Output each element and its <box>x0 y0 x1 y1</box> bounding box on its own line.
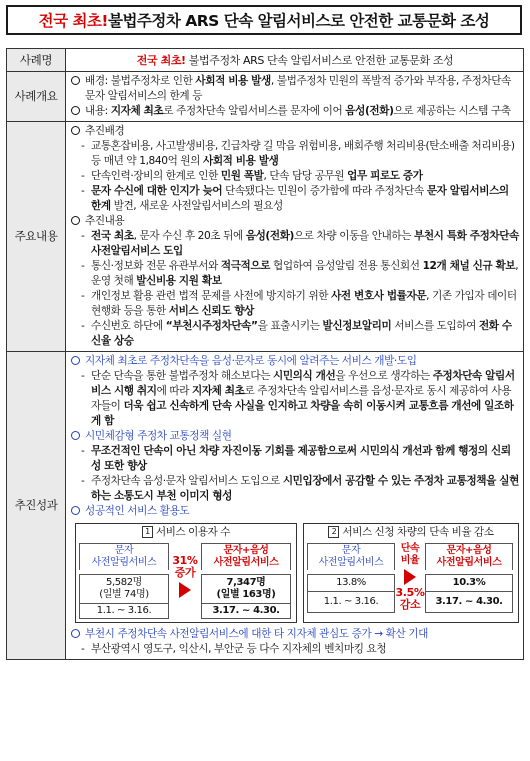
heading-text: 추진배경 <box>85 125 125 137</box>
circle-bullet-icon <box>71 356 80 365</box>
overview-cell <box>66 72 524 122</box>
item-bold: 적극적으로 <box>220 260 271 272</box>
after-column <box>201 543 291 619</box>
before-period: 1.1. ~ 3.16. <box>307 592 395 613</box>
title-highlight: 전국 최초! <box>38 12 108 30</box>
list-item: - 개인정보 활용 관련 법적 문제를 사전에 방지하기 위한 사전 변호사 법률자문, 기존 가입자 데이터 현행화 등을 통한 서비스 신뢰도 향상 <box>81 290 517 317</box>
results-heading-2 <box>71 429 519 444</box>
item-bold: 서비스 신뢰도 향상 <box>168 305 254 317</box>
item-text: 협업하여 음성알림 전용 통신회선 <box>270 260 423 272</box>
item-bold: 전국 최초 <box>91 230 134 242</box>
item-bold: 지자체 최초 <box>192 385 245 397</box>
overview-bold: 음성(전화) <box>345 105 394 117</box>
after-period: 3.17. ~ 4.30. <box>201 604 291 619</box>
case-table <box>6 48 524 660</box>
case-name-cell <box>66 49 524 72</box>
item-text: , 문자 수신 후 20초 뒤에 <box>133 230 246 242</box>
after-period: 3.17. ~ 4.30. <box>425 592 513 613</box>
overview-item-background <box>71 74 519 104</box>
item-text: 수신번호 하단에 <box>91 320 166 332</box>
overview-bold: 사회적 비용 발생 <box>195 75 271 87</box>
circle-bullet-icon <box>71 431 80 440</box>
item-bold: 전화 수신율 상승 <box>91 320 512 347</box>
item-bold: 사전 변호사 법률자문 <box>331 290 427 302</box>
after-column <box>425 543 513 613</box>
heading-text: 추진내용 <box>85 215 125 227</box>
item-text: , 운영 첫해 <box>91 260 519 287</box>
overview-bold: 지자체 최초 <box>110 105 164 117</box>
stats-panels <box>75 523 519 623</box>
circle-bullet-icon <box>71 76 80 85</box>
item-bold: 부천시 특화 주정차단속 사전알림서비스 도입 <box>91 230 519 257</box>
item-bold: 주정차단속 알림서비스 시행 취지 <box>91 370 515 397</box>
item-text: 서비스를 도입하여 <box>391 320 479 332</box>
change-percent: 3.5% 감소 <box>395 586 425 611</box>
circle-bullet-icon <box>71 216 80 225</box>
list-item: - 교통혼잡비용, 사고발생비용, 긴급차량 길 막음 위험비용, 배회주행 처리비용(탄소배출 처리비용) 등 매년 약 1,840억 원의 사회적 비용 발생 <box>81 140 515 167</box>
item-bold: 사회적 비용 발생 <box>203 155 279 167</box>
item-text: , 기존 가입자 데이터 현행화 등을 통한 <box>91 290 517 317</box>
panel-title <box>307 525 515 540</box>
item-text: 에 따라 <box>156 385 193 397</box>
row-results <box>7 352 524 660</box>
item-bold: 발신정보알리미 <box>322 320 392 332</box>
list-item: - 전국 최초, 문자 수신 후 20초 뒤에 음성(전화)으로 차량 이동을 안내하는 부천시 특화 주정차단속 사전알림서비스 도입 <box>81 230 519 257</box>
overview-text: 으로 제공하는 시스템 구축 <box>393 105 511 117</box>
item-bold: 시민의식 개선 <box>273 370 336 382</box>
item-bold: 시민입장에서 공감할 수 있는 주정차 교통정책을 실현하는 소통도시 부천 이미지 형성 <box>91 475 519 502</box>
list-item: - 통신·정보화 전문 유관부서와 적극적으로 협업하여 음성알림 전용 통신회선 12개 채널 신규 확보, 운영 첫해 발신비용 지원 확보 <box>81 260 519 287</box>
change-percent: 31% 증가 <box>172 554 198 579</box>
item-text: 통신·정보화 전문 유관부서와 <box>91 260 221 272</box>
item-text: 개인정보 활용 관련 법적 문제를 사전에 방지하기 위한 <box>91 290 332 302</box>
after-value: 7,347명 (일별 163명) <box>201 574 291 604</box>
list-item: - 무조건적인 단속이 아닌 차량 자진이동 기회를 제공함으로써 시민의식 개선과 함께 행정의 신뢰성 또한 향상 <box>81 445 511 472</box>
item-text: 로 주정차단속 알림서비스를 음성·문자로 동시 제공하여 사용자들이 <box>91 385 512 412</box>
overview-text: , 불법주정차 민원의 폭발적 증가와 부작용, 주정차단속 문자 알림서비스의 한계 등 <box>85 75 511 102</box>
item-bold: “부천시주정차단속” <box>165 320 258 332</box>
item-text: 발견, 새로운 사전알림서비스의 필요성 <box>110 200 283 212</box>
panel-title <box>79 525 293 540</box>
list-item: - 단속인력·장비의 한계로 인한 민원 폭발, 단속 담당 공무원 업무 피로도 증가 <box>81 170 423 182</box>
results-heading-1 <box>71 354 519 369</box>
circle-bullet-icon <box>71 106 80 115</box>
case-name-text: 불법주정차 ARS 단속 알림서비스로 안전한 교통문화 조성 <box>185 53 454 67</box>
label-overview: 사례개요 <box>7 72 66 122</box>
heading-text: 시민체감형 주정차 교통정책 실현 <box>85 430 232 442</box>
label-main-content: 주요내용 <box>7 122 66 352</box>
heading-text: 부천시 주정차단속 사전알림서비스에 대한 타 지자체 관심도 증가 → 확산 기대 <box>85 628 428 640</box>
results-cell <box>66 352 524 660</box>
circle-bullet-icon <box>71 126 80 135</box>
item-text: 을 우선으로 생각하는 <box>335 370 433 382</box>
after-header: 문자+음성 사전알림서비스 <box>425 543 513 570</box>
before-header: 문자 사전알림서비스 <box>79 543 169 570</box>
item-text: 주정차단속 음성·문자 알림서비스 도입으로 <box>91 475 283 487</box>
list-item: - 단순 단속을 통한 불법주정차 해소보다는 시민의식 개선을 우선으로 생각하는 주정차단속 알림서비스 시행 취지에 따라 지자체 최초로 주정차단속 알림서비스를 음성·문자로 동시 제공하여 사용자들이 더욱 쉽고 신속하게 단속 사실을 인지하고 차량을 속히 이동시켜 교통흐름 개선에 일조하게 함 <box>81 370 515 427</box>
item-bold: 문자 알림서비스의 한계 <box>91 185 509 212</box>
overview-text: 로 주정차단속 알림서비스를 문자에 이어 <box>163 105 346 117</box>
item-bold: 민원 폭발 <box>220 170 264 182</box>
section-heading <box>71 214 519 229</box>
row-case-name <box>7 49 524 72</box>
label-results: 추진성과 <box>7 352 66 660</box>
panel-row <box>79 543 293 619</box>
item-bold: 음성(전화) <box>245 230 294 242</box>
before-value: 13.8% <box>307 574 395 592</box>
item-bold: 업무 피로도 증가 <box>347 170 423 182</box>
before-column <box>79 543 169 619</box>
row-main-content <box>7 122 524 352</box>
arrow-right-icon <box>404 569 416 585</box>
before-header: 문자 사전알림서비스 <box>307 543 395 570</box>
item-text: 을 표출시키는 <box>257 320 323 332</box>
change-label: 단속 비율 <box>400 543 420 566</box>
heading-text: 지자체 최초로 주정차단속을 음성·문자로 동시에 알려주는 서비스 개발·도입 <box>85 355 417 367</box>
section-heading <box>71 124 519 139</box>
label-case-name: 사례명 <box>7 49 66 72</box>
item-bold: 더욱 쉽고 신속하게 단속 사실을 인지하고 차량을 속히 이동시켜 교통흐름 개선에 일조하게 함 <box>91 400 514 427</box>
title-text: 불법주정차 ARS 단속 알림서비스로 안전한 교통문화 조성 <box>107 12 490 30</box>
overview-text: 배경: 불법주정차로 인한 <box>85 75 196 87</box>
panel-title-text: 서비스 이용자 수 <box>155 526 231 538</box>
list-item: - 문자 수신에 대한 인지가 늦어 단속됐다는 민원이 증가함에 따라 주정차단속 문자 알림서비스의 한계 발견, 새로운 사전알림서비스의 필요성 <box>81 185 509 212</box>
item-text: , 단속 담당 공무원 <box>263 170 348 182</box>
heading-text: 성공적인 서비스 활용도 <box>85 505 190 517</box>
panel-enforcement-rate <box>303 523 519 623</box>
item-text: 교통혼잡비용, 사고발생비용, 긴급차량 길 막음 위험비용, 배회주행 처리비용(탄소배출 처리비용) 등 매년 약 1,840억 원의 <box>91 140 515 167</box>
item-bold: 12개 채널 신규 확보 <box>422 260 516 272</box>
item-bold: 문자 수신에 대한 인지가 늦어 <box>91 185 223 197</box>
main-content-cell <box>66 122 524 352</box>
panel-user-count <box>75 523 297 623</box>
item-text: 단속인력·장비의 한계로 인한 <box>91 170 221 182</box>
change-column <box>395 543 425 611</box>
after-value: 10.3% <box>425 574 513 592</box>
item-text: 부산광역시 영도구, 익산시, 부안군 등 다수 지자체의 벤치마킹 요청 <box>91 643 387 655</box>
panel-title-text: 서비스 신청 차량의 단속 비율 감소 <box>342 526 494 538</box>
results-heading-3 <box>71 504 519 519</box>
panel-number: 1 <box>142 526 153 538</box>
after-header: 문자+음성 사전알림서비스 <box>201 543 291 570</box>
item-bold: 발신비용 지원 확보 <box>136 275 222 287</box>
item-text: 단속됐다는 민원이 증가함에 따라 주정차단속 <box>222 185 427 197</box>
arrow-right-icon <box>179 582 191 598</box>
change-column <box>169 543 201 598</box>
circle-bullet-icon <box>71 506 80 515</box>
case-name-highlight: 전국 최초! <box>136 53 186 67</box>
results-heading-4 <box>71 627 519 642</box>
item-bold: 무조건적인 단속이 아닌 차량 자진이동 기회를 제공함으로써 시민의식 개선과 함께 행정의 신뢰성 또한 향상 <box>91 445 511 472</box>
row-overview <box>7 72 524 122</box>
panel-row <box>307 543 515 613</box>
overview-text: 내용: <box>85 105 111 117</box>
item-text: 으로 차량 이동을 안내하는 <box>293 230 415 242</box>
list-item: - 주정차단속 음성·문자 알림서비스 도입으로 시민입장에서 공감할 수 있는 주정차 교통정책을 실현하는 소통도시 부천 이미지 형성 <box>81 475 519 502</box>
circle-bullet-icon <box>71 629 80 638</box>
before-column <box>307 543 395 613</box>
panel-number: 2 <box>328 526 339 538</box>
before-period: 1.1. ~ 3.16. <box>79 604 169 619</box>
item-text: 단순 단속을 통한 불법주정차 해소보다는 <box>91 370 274 382</box>
list-item: - 부산광역시 영도구, 익산시, 부안군 등 다수 지자체의 벤치마킹 요청 <box>71 642 519 657</box>
overview-item-content <box>71 104 519 119</box>
page-title <box>6 5 522 35</box>
list-item: - 수신번호 하단에 “부천시주정차단속”을 표출시키는 발신정보알리미 서비스를 도입하여 전화 수신율 상승 <box>81 320 512 347</box>
before-value: 5,582명 (일별 74명) <box>79 574 169 604</box>
